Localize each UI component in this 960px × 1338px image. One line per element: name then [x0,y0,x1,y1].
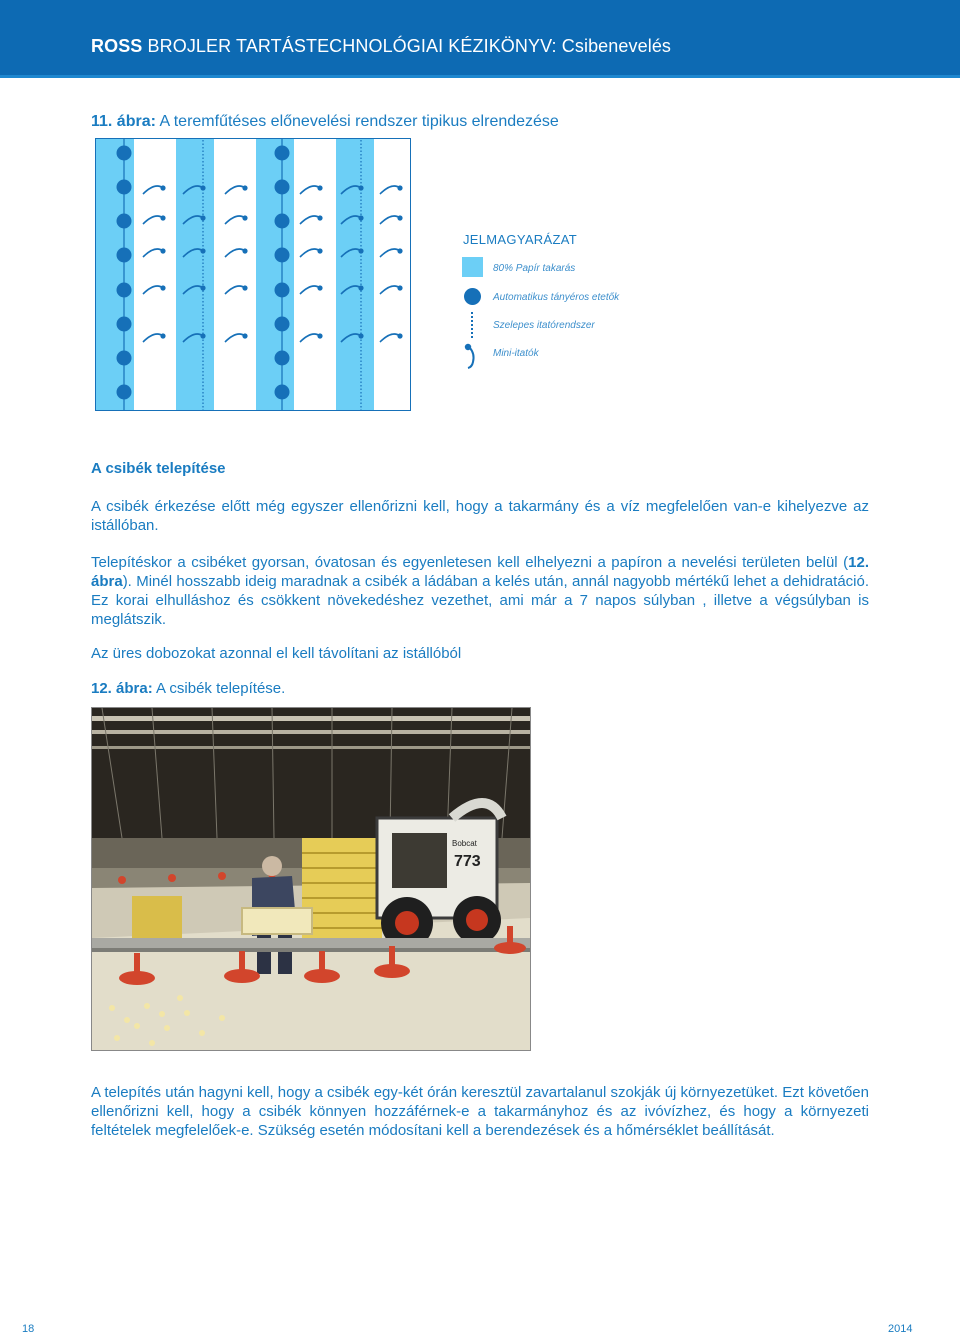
paper-cover-swatch-icon [462,257,483,277]
paper-stripe-1 [96,139,134,410]
feeder-pan-2-3 [275,214,290,229]
mini-drinker-head-1-3-1 [160,248,165,253]
feeder-pan-1-5 [117,283,132,298]
photo-illustration [92,708,530,1050]
footer-year: 2014 [888,1323,913,1335]
figure-12-reference: 12. ábra [91,554,869,590]
nipple-line-icon [471,312,473,338]
mini-drinker-head-2-2-3 [397,215,402,220]
figure-11-number: 11. ábra: [91,113,156,130]
feeder-pan-1-2 [117,180,132,195]
mini-drinker-head-1-5-3 [242,333,247,338]
legend-item-feeder: Automatikus tányéros etetők [493,292,620,303]
mini-drinker-head-2-5-2 [358,333,363,338]
mini-drinker-head-1-4-1 [160,285,165,290]
feeder-pan-1-7 [117,351,132,366]
mini-drinker-head-2-2-1 [317,215,322,220]
chick-placement-photo [91,707,531,1051]
figure-12-title: A csibék telepítése. [156,680,286,697]
paragraph-arrival: A csibék érkezése előtt még egyszer ellenőrizni kell, hogy a takarmány és a víz megfelelően van-e kihelyezve az istállóban. [91,498,869,534]
feeder-pan-1-8 [117,385,132,400]
mini-drinker-head-1-5-2 [200,333,205,338]
mini-drinker-head-1-1-1 [160,185,165,190]
mini-drinker-head-2-3-1 [317,248,322,253]
mini-drinker-head-2-3-3 [397,248,402,253]
paper-stripe-4 [336,139,374,410]
feeder-pan-2-5 [275,283,290,298]
feeder-pan-2-2 [275,180,290,195]
feeder-pan-1-3 [117,214,132,229]
feeder-pan-2-6 [275,317,290,332]
mini-drinker-head-1-1-2 [200,185,205,190]
placement-text-a: Telepítéskor a csibéket gyorsan, óvatosan és egyenletesen kell elhelyezni a papíron a nevelési területen belül ( [91,554,849,571]
mini-drinker-head-1-2-2 [200,215,205,220]
paper-stripe-3 [256,139,294,410]
section-heading: A csibék telepítése [91,460,226,477]
mini-drinker-icon [462,341,482,371]
legend-item-paper: 80% Papír takarás [493,263,576,274]
feeder-pan-1-4 [117,248,132,263]
paragraph-placement [91,553,869,629]
mini-drinker-head-2-4-2 [358,285,363,290]
loader-number: 773 [454,853,481,870]
book-title: BROJLER TARTÁSTECHNOLÓGIAI KÉZIKÖNYV: [147,36,557,56]
header-title [91,36,671,57]
mini-drinker-head-1-5-1 [160,333,165,338]
legend-item-nipple-line: Szelepes itatórendszer [493,320,595,331]
mini-drinker-head-1-1-3 [242,185,247,190]
page-header [0,0,960,78]
mini-drinker-head-2-2-2 [358,215,363,220]
feeder-pan-1-6 [117,317,132,332]
feeder-pan-icon [464,288,481,305]
figure-11-caption [91,113,559,131]
mini-drinker-head-1-2-3 [242,215,247,220]
mini-drinker-head-1-4-2 [200,285,205,290]
feeder-pan-2-7 [275,351,290,366]
brand-name: ROSS [91,36,143,56]
chapter-title: Csibenevelés [561,36,672,56]
mini-drinker-head-1-2-1 [160,215,165,220]
legend-item-mini-drinker: Mini-itatók [493,348,539,359]
mini-drinker-head-1-3-2 [200,248,205,253]
mini-drinker-head-2-1-2 [358,185,363,190]
feeder-pan-1-1 [117,146,132,161]
mini-drinker-head-2-5-1 [317,333,322,338]
mini-drinker-head-1-4-3 [242,285,247,290]
paper-stripe-2 [176,139,214,410]
placement-text-b: ). Minél hosszabb ideig maradnak a csibék a ládában a kelés után, annál nagyobb mértékű lehet a dehidratáció. Ez korai elhulláshoz és csökkent növekedéshez vezethet, ami már a 7 napos súlyban , illetve a végsúlyban is meglátszik. [91,573,869,628]
mini-drinker-head-2-3-2 [358,248,363,253]
legend-title: JELMAGYARÁZAT [463,232,577,247]
mini-drinker-head-2-5-3 [397,333,402,338]
paragraph-after-placement: A telepítés után hagyni kell, hogy a csibék egy-két órán keresztül zavartalanul szokják új környezetüket. Ezt követően ellenőrizni kell, hogy a csibék könnyen hozzáférnek-e a takarmányhoz és az ivóvízhez, és hogy a környezeti feltételek megfelelőek-e. Szükség esetén módosítani kell a berendezések és a hőmérséklet beállítását. [91,1084,869,1139]
feeder-pan-2-4 [275,248,290,263]
page-number: 18 [22,1323,35,1335]
mini-drinker-head-2-4-1 [317,285,322,290]
mini-drinker-head-2-1-1 [317,185,322,190]
feeder-pan-2-8 [275,385,290,400]
paragraph-boxes: Az üres dobozokat azonnal el kell távolítani az istállóból [91,645,462,662]
mini-drinker-head-1-3-3 [242,248,247,253]
mini-drinker-head-2-4-3 [397,285,402,290]
figure-11-title: A teremfűtéses előnevelési rendszer tipikus elrendezése [159,113,559,130]
figure-12-number: 12. ábra: [91,680,153,697]
brooding-layout-diagram [95,138,412,412]
feeder-pan-2-1 [275,146,290,161]
figure-12-caption [91,680,285,697]
loader-brand: Bobcat [452,839,477,848]
mini-drinker-head-2-1-3 [397,185,402,190]
